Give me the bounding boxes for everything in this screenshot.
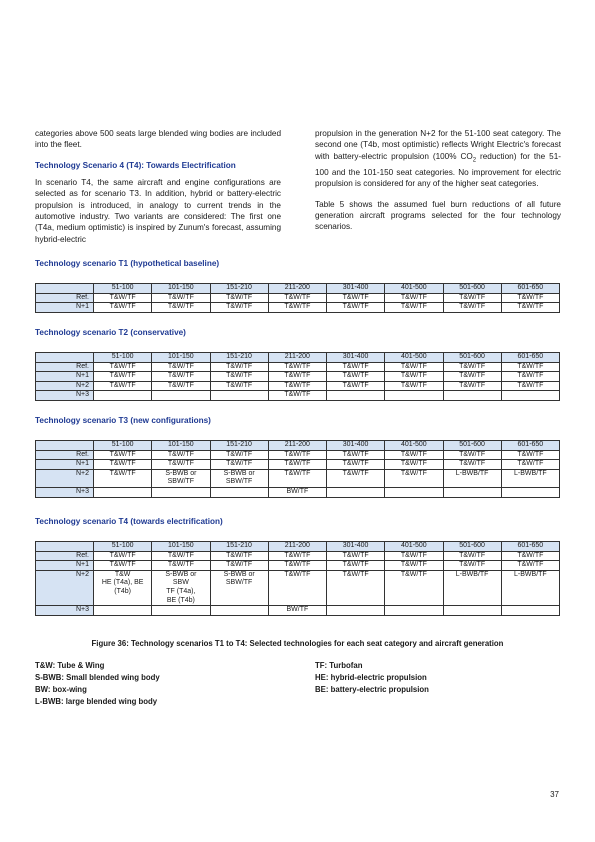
column-header: 101-150 bbox=[152, 542, 210, 552]
table-cell: T&W/TF bbox=[268, 460, 326, 470]
table-title: Technology scenario T2 (conservative) bbox=[35, 328, 186, 337]
table-cell: T&W/TF bbox=[327, 450, 385, 460]
table-cell: T&W/TF bbox=[327, 561, 385, 571]
legend-item: TF: Turbofan bbox=[315, 661, 363, 670]
column-header: 101-150 bbox=[152, 353, 210, 363]
table-row bbox=[36, 372, 560, 382]
table-row bbox=[36, 303, 560, 313]
table-cell: T&W/TF bbox=[385, 570, 443, 605]
table-cell: T&W/TF bbox=[152, 551, 210, 561]
row-label: Ref. bbox=[36, 293, 94, 303]
table-cell: T&W/TF bbox=[327, 381, 385, 391]
table-cell: S-BWB or SBW/TF bbox=[210, 570, 268, 605]
figure-caption: Figure 36: Technology scenarios T1 to T4: Selected technologies for each seat category and aircraft generation bbox=[91, 639, 504, 648]
table-title: Technology scenario T1 (hypothetical baseline) bbox=[35, 259, 220, 268]
row-label: N+2 bbox=[36, 381, 94, 391]
table-cell: T&W/TF bbox=[385, 303, 443, 313]
table-row bbox=[36, 460, 560, 470]
column-header bbox=[36, 542, 94, 552]
column-header: 501-600 bbox=[443, 441, 501, 451]
table-cell: T&W/TF bbox=[152, 303, 210, 313]
table-cell: T&W/TF bbox=[501, 381, 559, 391]
column-header: 51-100 bbox=[94, 284, 152, 294]
table-cell: T&W/TF bbox=[385, 450, 443, 460]
table-cell: T&W/TF bbox=[385, 460, 443, 470]
legend-left bbox=[35, 660, 160, 708]
table-row bbox=[36, 450, 560, 460]
row-label: N+1 bbox=[36, 303, 94, 313]
legend-item: T&W: Tube & Wing bbox=[35, 661, 105, 670]
row-label: N+3 bbox=[36, 391, 94, 401]
table-cell: T&W/TF bbox=[327, 460, 385, 470]
row-label: N+2 bbox=[36, 570, 94, 605]
table-row bbox=[36, 570, 560, 605]
table-row bbox=[36, 391, 560, 401]
column-header: 601-650 bbox=[501, 441, 559, 451]
row-label: N+3 bbox=[36, 487, 94, 497]
table-cell: T&W/TF bbox=[443, 561, 501, 571]
table-cell: T&W/TF bbox=[210, 561, 268, 571]
table-cell: T&W/TF bbox=[152, 362, 210, 372]
technology-table bbox=[35, 541, 560, 616]
table-cell: T&W/TF bbox=[327, 303, 385, 313]
table-cell: T&W/TF bbox=[210, 551, 268, 561]
table-row bbox=[36, 362, 560, 372]
column-header: 101-150 bbox=[152, 284, 210, 294]
row-label: N+2 bbox=[36, 469, 94, 487]
page-number: 37 bbox=[550, 790, 559, 799]
table-cell: T&W/TF bbox=[268, 551, 326, 561]
table-cell: T&W/TF bbox=[501, 362, 559, 372]
table-cell: S-BWB or SBW TF (T4a), BE (T4b) bbox=[152, 570, 210, 605]
table-cell: T&W/TF bbox=[501, 303, 559, 313]
column-header bbox=[36, 284, 94, 294]
table-title: Technology scenario T3 (new configurations) bbox=[35, 416, 211, 425]
table-cell: T&W/TF bbox=[443, 303, 501, 313]
column-header: 401-500 bbox=[385, 284, 443, 294]
table-cell bbox=[210, 391, 268, 401]
table-cell: T&W/TF bbox=[443, 372, 501, 382]
column-header: 401-500 bbox=[385, 542, 443, 552]
table-cell: T&W/TF bbox=[385, 372, 443, 382]
column-header: 501-600 bbox=[443, 353, 501, 363]
table-cell: S-BWB or SBW/TF bbox=[210, 469, 268, 487]
table-cell: T&W/TF bbox=[385, 293, 443, 303]
table-cell: BW/TF bbox=[268, 487, 326, 497]
table-cell: T&W HE (T4a), BE (T4b) bbox=[94, 570, 152, 605]
table-cell: T&W/TF bbox=[327, 551, 385, 561]
legend-item: BW: box-wing bbox=[35, 685, 87, 694]
table-cell: T&W/TF bbox=[268, 391, 326, 401]
table-cell bbox=[385, 606, 443, 616]
column-header: 601-650 bbox=[501, 284, 559, 294]
table-cell bbox=[501, 391, 559, 401]
table-cell: T&W/TF bbox=[268, 469, 326, 487]
table-cell: T&W/TF bbox=[94, 469, 152, 487]
table-cell: T&W/TF bbox=[443, 551, 501, 561]
table-cell: S-BWB or SBW/TF bbox=[152, 469, 210, 487]
column-header: 211-200 bbox=[268, 353, 326, 363]
table-cell: T&W/TF bbox=[210, 450, 268, 460]
table-cell: T&W/TF bbox=[443, 362, 501, 372]
table-cell bbox=[443, 606, 501, 616]
table-cell: T&W/TF bbox=[268, 381, 326, 391]
row-label: N+3 bbox=[36, 606, 94, 616]
table-cell bbox=[327, 391, 385, 401]
right-text-column bbox=[315, 128, 561, 242]
table-cell: T&W/TF bbox=[94, 293, 152, 303]
table-cell: T&W/TF bbox=[443, 293, 501, 303]
legend-item: BE: battery-electric propulsion bbox=[315, 685, 429, 694]
column-header: 151-210 bbox=[210, 353, 268, 363]
legend-item: HE: hybrid-electric propulsion bbox=[315, 673, 427, 682]
column-header: 301-400 bbox=[327, 542, 385, 552]
row-label: N+1 bbox=[36, 372, 94, 382]
table-title: Technology scenario T4 (towards electrification) bbox=[35, 517, 223, 526]
technology-table bbox=[35, 352, 560, 401]
table-cell: T&W/TF bbox=[210, 372, 268, 382]
table-header-row bbox=[36, 284, 560, 294]
table-cell bbox=[94, 487, 152, 497]
table-cell: T&W/TF bbox=[268, 372, 326, 382]
electric-paragraph-start: propulsion in the generation N+2 for the 51-100 seat category. The second one (T4b, most optimistic) reflects Wright Electric's forecast with battery-electric propulsion (100% CO bbox=[315, 129, 561, 161]
column-header: 401-500 bbox=[385, 353, 443, 363]
table-cell: T&W/TF bbox=[94, 381, 152, 391]
column-header: 211-200 bbox=[268, 542, 326, 552]
column-header: 51-100 bbox=[94, 353, 152, 363]
table-cell: T&W/TF bbox=[94, 460, 152, 470]
table-cell bbox=[210, 487, 268, 497]
table-row bbox=[36, 606, 560, 616]
table-cell bbox=[210, 606, 268, 616]
table-cell: T&W/TF bbox=[327, 293, 385, 303]
table-cell: T&W/TF bbox=[268, 293, 326, 303]
column-header: 601-650 bbox=[501, 542, 559, 552]
table-cell: T&W/TF bbox=[327, 469, 385, 487]
table-reference-paragraph: Table 5 shows the assumed fuel burn reductions of all future generation aircraft programs selected for the four technology scenarios. bbox=[315, 199, 561, 232]
technology-table bbox=[35, 283, 560, 313]
table-cell: T&W/TF bbox=[210, 460, 268, 470]
table-cell: T&W/TF bbox=[385, 381, 443, 391]
table-cell: T&W/TF bbox=[152, 561, 210, 571]
table-cell: T&W/TF bbox=[443, 460, 501, 470]
table-cell: T&W/TF bbox=[152, 372, 210, 382]
table-cell: T&W/TF bbox=[94, 362, 152, 372]
column-header: 301-400 bbox=[327, 353, 385, 363]
row-label: Ref. bbox=[36, 450, 94, 460]
table-row bbox=[36, 381, 560, 391]
electric-paragraph bbox=[315, 128, 561, 190]
table-header-row bbox=[36, 353, 560, 363]
column-header: 211-200 bbox=[268, 284, 326, 294]
table-cell: T&W/TF bbox=[501, 372, 559, 382]
intro-paragraph: categories above 500 seats large blended wing bodies are included into the fleet. bbox=[35, 129, 281, 150]
column-header: 601-650 bbox=[501, 353, 559, 363]
table-cell bbox=[501, 606, 559, 616]
row-label: Ref. bbox=[36, 551, 94, 561]
table-cell: T&W/TF bbox=[501, 293, 559, 303]
table-cell: T&W/TF bbox=[443, 381, 501, 391]
table-cell: T&W/TF bbox=[327, 372, 385, 382]
table-cell: L-BWB/TF bbox=[501, 570, 559, 605]
table-cell: T&W/TF bbox=[210, 303, 268, 313]
table-cell bbox=[94, 391, 152, 401]
table-cell: T&W/TF bbox=[385, 469, 443, 487]
table-cell bbox=[443, 391, 501, 401]
column-header bbox=[36, 353, 94, 363]
technology-table bbox=[35, 440, 560, 498]
column-header bbox=[36, 441, 94, 451]
left-text-column bbox=[35, 128, 281, 254]
table-cell: T&W/TF bbox=[327, 362, 385, 372]
table-cell bbox=[443, 487, 501, 497]
table-cell: T&W/TF bbox=[268, 570, 326, 605]
legend-item: L-BWB: large blended wing body bbox=[35, 697, 158, 706]
table-cell: T&W/TF bbox=[385, 561, 443, 571]
table-row bbox=[36, 561, 560, 571]
table-row bbox=[36, 487, 560, 497]
column-header: 501-600 bbox=[443, 542, 501, 552]
section-heading-t4: Technology Scenario 4 (T4): Towards Electrification bbox=[35, 160, 236, 170]
table-cell: T&W/TF bbox=[443, 450, 501, 460]
table-cell: L-BWB/TF bbox=[501, 469, 559, 487]
table-cell bbox=[501, 487, 559, 497]
table-cell: T&W/TF bbox=[385, 551, 443, 561]
column-header: 501-600 bbox=[443, 284, 501, 294]
table-cell: T&W/TF bbox=[501, 450, 559, 460]
table-cell bbox=[385, 487, 443, 497]
table-cell: T&W/TF bbox=[94, 450, 152, 460]
table-cell bbox=[152, 487, 210, 497]
table-cell: T&W/TF bbox=[152, 460, 210, 470]
table-cell: T&W/TF bbox=[268, 450, 326, 460]
table-cell bbox=[94, 606, 152, 616]
table-cell: T&W/TF bbox=[94, 372, 152, 382]
column-header: 151-210 bbox=[210, 284, 268, 294]
table-cell: T&W/TF bbox=[94, 551, 152, 561]
table-cell: T&W/TF bbox=[327, 570, 385, 605]
table-cell: BW/TF bbox=[268, 606, 326, 616]
table-header-row bbox=[36, 441, 560, 451]
table-cell: T&W/TF bbox=[94, 303, 152, 313]
row-label: N+1 bbox=[36, 561, 94, 571]
table-cell: L-BWB/TF bbox=[443, 570, 501, 605]
column-header: 151-210 bbox=[210, 441, 268, 451]
legend-item: S-BWB: Small blended wing body bbox=[35, 673, 160, 682]
table-cell: T&W/TF bbox=[152, 293, 210, 303]
table-cell: T&W/TF bbox=[268, 561, 326, 571]
table-cell: T&W/TF bbox=[501, 551, 559, 561]
table-cell bbox=[385, 391, 443, 401]
table-cell: T&W/TF bbox=[268, 303, 326, 313]
table-cell: T&W/TF bbox=[210, 381, 268, 391]
table-row bbox=[36, 551, 560, 561]
table-cell: T&W/TF bbox=[152, 381, 210, 391]
column-header: 151-210 bbox=[210, 542, 268, 552]
table-row bbox=[36, 293, 560, 303]
t4-paragraph: In scenario T4, the same aircraft and engine configurations are selected as for scenario T3. In addition, hybrid or battery-electric propulsion is introduced, in analogy to current trends in the automotive industry. Two variants are considered: The first one (T4a, medium optimistic) is inspired by Zunum's forecast, assuming hybrid-electric bbox=[35, 177, 281, 244]
table-cell: T&W/TF bbox=[94, 561, 152, 571]
table-cell: T&W/TF bbox=[210, 362, 268, 372]
table-cell bbox=[152, 391, 210, 401]
table-header-row bbox=[36, 542, 560, 552]
table-cell: T&W/TF bbox=[210, 293, 268, 303]
electric-paragraph-end: reduction) for the 51-100 and the 101-150 seat categories. No improvement for electric propulsion is considered for any of the higher seat categories. bbox=[315, 151, 562, 189]
table-cell: T&W/TF bbox=[152, 450, 210, 460]
column-header: 51-100 bbox=[94, 542, 152, 552]
co2-subscript: 2 bbox=[472, 157, 477, 164]
table-cell: L-BWB/TF bbox=[443, 469, 501, 487]
table-cell: T&W/TF bbox=[385, 362, 443, 372]
row-label: Ref. bbox=[36, 362, 94, 372]
table-cell bbox=[152, 606, 210, 616]
table-cell: T&W/TF bbox=[268, 362, 326, 372]
table-cell bbox=[327, 606, 385, 616]
column-header: 301-400 bbox=[327, 441, 385, 451]
column-header: 51-100 bbox=[94, 441, 152, 451]
table-row bbox=[36, 469, 560, 487]
table-cell: T&W/TF bbox=[501, 561, 559, 571]
column-header: 401-500 bbox=[385, 441, 443, 451]
column-header: 301-400 bbox=[327, 284, 385, 294]
column-header: 211-200 bbox=[268, 441, 326, 451]
column-header: 101-150 bbox=[152, 441, 210, 451]
row-label: N+1 bbox=[36, 460, 94, 470]
table-cell bbox=[327, 487, 385, 497]
table-cell: T&W/TF bbox=[501, 460, 559, 470]
legend-right bbox=[315, 660, 429, 696]
